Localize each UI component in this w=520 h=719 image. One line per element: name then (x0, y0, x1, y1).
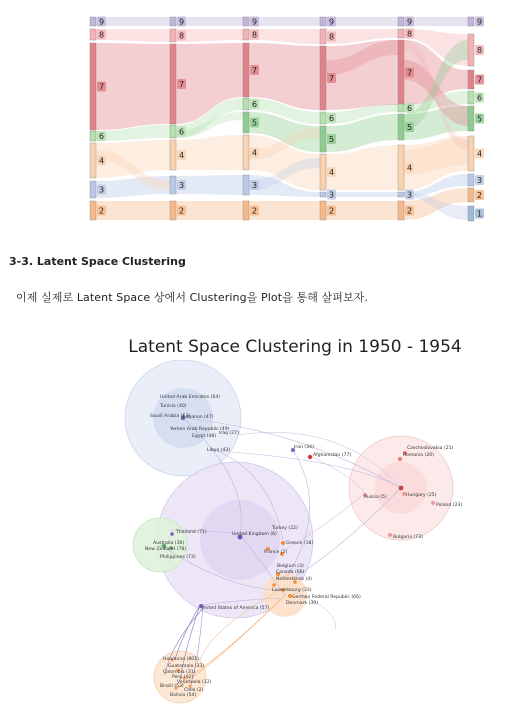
body-paragraph: 이제 실제로 Latent Space 상에서 Clustering을 Plot을 통해 살펴보자. (16, 291, 369, 304)
country-label: German Federal Republic (66) (292, 595, 361, 600)
alluvial-node (243, 112, 249, 133)
node (399, 486, 404, 491)
country-label: Colombia (31) (163, 670, 196, 675)
alluvial-node-label: 3 (99, 185, 105, 195)
alluvial-node-label: 9 (477, 17, 483, 27)
alluvial-node (398, 104, 404, 112)
alluvial-node (468, 206, 474, 221)
alluvial-node (243, 29, 249, 40)
alluvial-flow (326, 145, 398, 190)
alluvial-node (170, 176, 176, 194)
alluvial-node (398, 114, 404, 140)
alluvial-node (320, 154, 326, 190)
country-label: Australia (36) (153, 541, 185, 546)
alluvial-node-label: 6 (252, 100, 258, 109)
alluvial-flow (249, 29, 320, 44)
alluvial-flow (96, 201, 170, 220)
alluvial-node-label: 9 (329, 17, 335, 27)
country-label: Canada (66) (276, 570, 305, 575)
alluvial-node-label: 9 (407, 17, 413, 27)
alluvial-node-label: 4 (329, 168, 335, 177)
alluvial-node-label: 5 (252, 118, 258, 128)
alluvial-node-label: 7 (407, 68, 413, 78)
alluvial-node (468, 34, 474, 66)
alluvial-node (320, 192, 326, 197)
alluvial-node-label: 2 (407, 206, 413, 216)
alluvial-node-label: 8 (99, 30, 105, 40)
alluvial-node (243, 175, 249, 195)
country-label: Czechoslovakia (21) (407, 446, 454, 451)
alluvial-node-label: 2 (99, 206, 105, 216)
alluvial-node (398, 17, 404, 26)
alluvial-flow (326, 201, 398, 220)
country-label: Saudi Arabia (63) (150, 414, 191, 419)
alluvial-node-label: 6 (477, 93, 483, 103)
country-label: United Arab Emirates (64) (160, 395, 221, 400)
alluvial-node-label: 9 (252, 17, 258, 27)
alluvial-flow (96, 29, 170, 42)
node (281, 541, 285, 545)
alluvial-diagram (0, 0, 520, 230)
alluvial-node (468, 174, 474, 186)
country-label: Peru (42) (172, 675, 194, 680)
country-label: Belgium (3) (277, 564, 304, 569)
country-label: United States of America (57) (201, 606, 270, 611)
alluvial-node (90, 29, 96, 40)
alluvial-node-label: 5 (329, 135, 335, 144)
alluvial-node-label: 2 (329, 206, 335, 216)
alluvial-node-label: 3 (179, 181, 185, 190)
alluvial-node-label: 3 (407, 190, 413, 200)
country-label: Denmark (39) (286, 601, 319, 606)
alluvial-node (90, 181, 96, 198)
alluvial-node (398, 40, 404, 105)
country-label: Chile (2) (184, 688, 204, 693)
country-label: Afghanistan (77) (313, 453, 352, 458)
alluvial-flow (176, 29, 243, 42)
alluvial-node (90, 131, 96, 141)
alluvial-node (468, 188, 474, 202)
country-label: Turkey (22) (272, 526, 298, 531)
alluvial-flow (326, 192, 398, 197)
country-label: Yemen Arab Republic (49) (170, 427, 230, 432)
alluvial-node (170, 201, 176, 220)
section-heading: 3-3. Latent Space Clustering (9, 255, 186, 268)
cluster-plot-title: Latent Space Clustering in 1950 - 1954 (128, 337, 462, 357)
alluvial-node (243, 135, 249, 170)
alluvial-node-label: 1 (477, 209, 483, 219)
country-label: United Kingdom (6) (232, 532, 277, 537)
alluvial-node (320, 112, 326, 124)
country-label: Netherlands (4) (276, 577, 312, 582)
alluvial-node-label: 7 (99, 82, 105, 92)
country-label: Bolivia (54) (170, 693, 197, 698)
alluvial-node-label: 4 (477, 149, 483, 159)
node (308, 455, 312, 459)
alluvial-node-label: 8 (477, 46, 483, 55)
alluvial-node (320, 29, 326, 44)
alluvial-node (320, 17, 326, 26)
alluvial-node (468, 70, 474, 89)
node (431, 501, 435, 505)
country-label: Honduras (801) (163, 657, 199, 662)
alluvial-flow (176, 201, 243, 220)
alluvial-node (243, 201, 249, 220)
alluvial-node-label: 7 (329, 74, 335, 83)
alluvial-flow (176, 17, 243, 26)
country-label: Greece (18) (286, 541, 314, 546)
alluvial-node (170, 125, 176, 138)
alluvial-node-label: 8 (407, 29, 413, 39)
alluvial-node (90, 201, 96, 220)
alluvial-node (320, 46, 326, 110)
alluvial-node (398, 145, 404, 190)
node (170, 532, 174, 536)
alluvial-node-label: 6 (329, 114, 335, 123)
country-label: Guatemala (33) (168, 664, 205, 669)
alluvial-node (320, 201, 326, 220)
alluvial-node-label: 7 (179, 80, 185, 89)
alluvial-node-label: 9 (179, 17, 185, 27)
node (388, 533, 392, 537)
alluvial-node (468, 17, 474, 26)
alluvial-node (170, 44, 176, 124)
country-label: Hungary (25) (406, 493, 437, 498)
alluvial-flow (176, 135, 243, 170)
alluvial-node-label: 3 (252, 181, 258, 190)
alluvial-node (170, 17, 176, 26)
alluvial-node (90, 17, 96, 26)
country-label: France (2) (264, 550, 288, 555)
cluster-halo-purple-inner (200, 500, 280, 580)
alluvial-node (468, 91, 474, 104)
node (272, 583, 276, 587)
country-label: New Zealand (78) (145, 547, 187, 552)
alluvial-node-label: 2 (179, 206, 185, 216)
country-label: Libya (43) (207, 448, 231, 453)
alluvial-node (243, 98, 249, 110)
alluvial-flow (326, 17, 398, 26)
country-label: Tunisia (40) (160, 404, 187, 409)
alluvial-node (243, 43, 249, 97)
alluvial-node-label: 4 (407, 163, 413, 173)
alluvial-node-label: 2 (477, 191, 483, 200)
alluvial-node-label: 4 (252, 148, 258, 158)
alluvial-node-label: 4 (179, 151, 185, 160)
alluvial-flow (96, 43, 170, 130)
alluvial-node-label: 3 (329, 190, 335, 200)
alluvial-node (170, 140, 176, 170)
alluvial-flow (249, 17, 320, 26)
country-label: Iraq (27) (219, 431, 239, 436)
latent-space-cluster-plot (0, 360, 520, 719)
alluvial-node-label: 2 (252, 206, 258, 216)
alluvial-node-label: 8 (252, 30, 258, 40)
alluvial-node-label: 8 (329, 32, 335, 42)
alluvial-node (243, 17, 249, 26)
alluvial-node (468, 136, 474, 171)
country-label: Iran (34) (294, 445, 314, 450)
country-label: Thailand (71) (176, 530, 207, 535)
country-label: Philippines (73) (160, 555, 196, 560)
alluvial-node-label: 7 (477, 75, 483, 85)
country-label: Bulgaria (73) (393, 535, 423, 540)
country-label: Lebanon (47) (183, 415, 214, 420)
alluvial-flow (176, 175, 243, 195)
alluvial-node-label: 3 (477, 176, 483, 185)
alluvial-node (320, 126, 326, 152)
alluvial-node-label: 6 (407, 104, 413, 113)
alluvial-node-label: 5 (477, 114, 483, 124)
country-label: Brazil (53) (160, 684, 184, 689)
alluvial-node-label: 6 (179, 127, 185, 137)
alluvial-node-label: 8 (179, 31, 185, 41)
alluvial-node-label: 6 (99, 132, 105, 141)
country-label: Luxembourg (33) (272, 588, 312, 593)
alluvial-node-label: 5 (407, 123, 413, 132)
alluvial-node-label: 7 (252, 66, 258, 75)
alluvial-node (398, 29, 404, 38)
alluvial-node (90, 143, 96, 178)
alluvial-node-label: 9 (99, 17, 105, 27)
country-label: Poland (23) (436, 503, 463, 508)
alluvial-node (398, 192, 404, 197)
alluvial-node (170, 29, 176, 42)
country-label: Russia (5) (364, 495, 387, 500)
country-label: Egypt (48) (192, 434, 217, 439)
alluvial-flow (249, 201, 320, 220)
country-label: Venezuela (12) (177, 680, 212, 685)
alluvial-node (398, 201, 404, 220)
country-label: Romania (20) (403, 453, 434, 458)
alluvial-node (90, 43, 96, 130)
alluvial-node (468, 106, 474, 131)
alluvial-flow (96, 17, 170, 26)
alluvial-node-label: 4 (99, 156, 105, 166)
node (398, 457, 402, 461)
